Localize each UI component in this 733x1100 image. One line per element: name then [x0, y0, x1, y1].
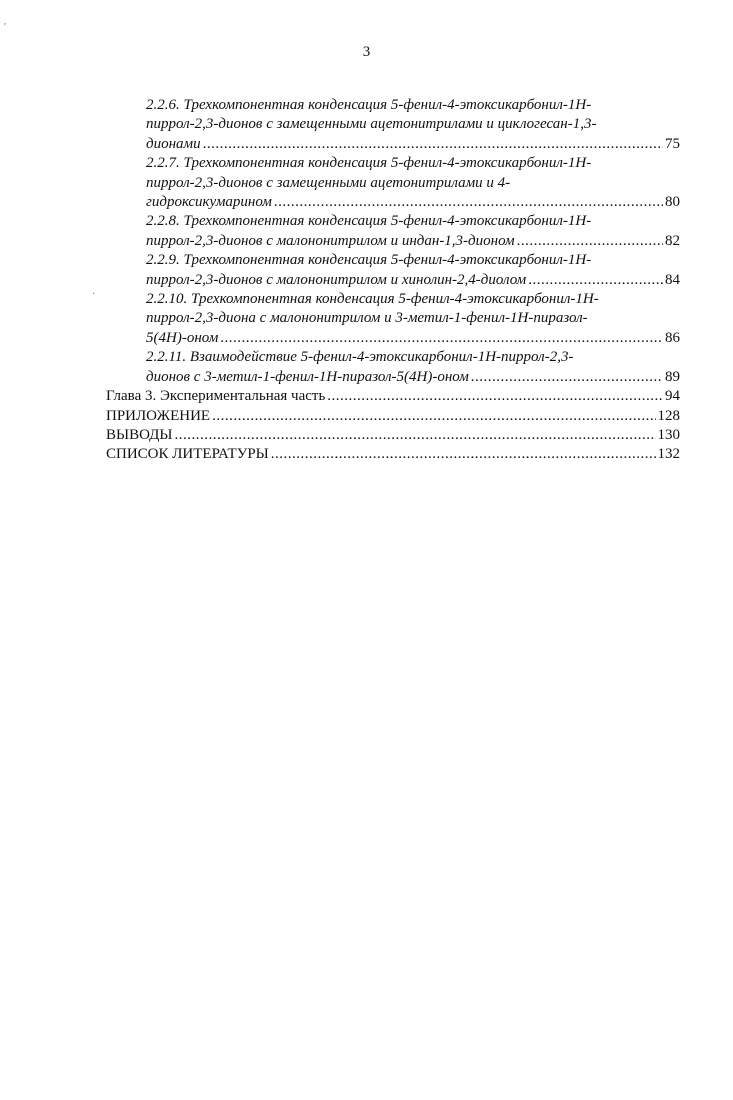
dot-leader	[220, 329, 663, 348]
toc-entry-2-2-8[interactable]	[106, 212, 680, 251]
toc-page-number: 82	[665, 232, 680, 249]
toc-page-number: 86	[665, 329, 680, 346]
page-number: 3	[362, 44, 371, 60]
toc-entry-title-end: дионами	[146, 135, 201, 152]
toc-entry-title: ПРИЛОЖЕНИЕ	[106, 407, 211, 424]
toc-entry-title: 2.2.10. Трехкомпонентная конденсация 5-фенил-4-этоксикарбонил-1Н- пиррол-2,3-диона с малононитрилом и 3-метил-1-фенил-1Н-пиразол-	[146, 291, 599, 327]
toc-entry-title: 2.2.11. Взаимодействие 5-фенил-4-этоксикарбонил-1Н-пиррол-2,3-	[146, 349, 574, 366]
toc-entry-title: 2.2.8. Трехкомпонентная конденсация 5-фенил-4-этоксикарбонил-1Н-	[146, 213, 592, 230]
toc-entry-title: 2.2.9. Трехкомпонентная конденсация 5-фенил-4-этоксикарбонил-1Н-	[146, 252, 592, 269]
dot-leader	[212, 407, 655, 426]
toc-page-number: 80	[665, 194, 680, 211]
toc-entry-references[interactable]	[106, 445, 680, 464]
toc-entry-appendix[interactable]	[106, 407, 680, 426]
toc-page-number: 89	[665, 368, 680, 385]
scan-speck: ·	[92, 289, 96, 300]
toc-entry-2-2-10[interactable]	[106, 290, 680, 348]
dot-leader	[528, 271, 663, 290]
toc-entry-title-end: гидроксикумарином	[146, 194, 272, 211]
toc-page-number: 130	[657, 426, 680, 443]
toc-entry-title: 2.2.6. Трехкомпонентная конденсация 5-фенил-4-этоксикарбонил-1Н- пиррол-2,3-дионов с замещенными ацетонитрилами и циклогесан-1,3-	[146, 97, 597, 133]
toc-entry-2-2-11[interactable]	[106, 348, 680, 387]
toc-entry-2-2-6[interactable]	[106, 96, 680, 154]
toc-entry-title: СПИСОК ЛИТЕРАТУРЫ	[106, 446, 269, 463]
dot-leader	[175, 426, 656, 445]
toc-entry-2-2-7[interactable]	[106, 154, 680, 212]
toc-page-number: 128	[657, 407, 680, 424]
toc-entry-chapter-3[interactable]	[106, 387, 680, 406]
dot-leader	[271, 445, 656, 464]
toc-entry-title: ВЫВОДЫ	[106, 426, 173, 443]
dot-leader	[203, 135, 663, 154]
toc-entry-conclusions[interactable]	[106, 426, 680, 445]
dot-leader	[274, 193, 663, 212]
toc-page-number: 75	[665, 135, 680, 152]
toc-page-number: 132	[657, 446, 680, 463]
dot-leader	[471, 368, 663, 387]
toc-page-number: 84	[665, 271, 680, 288]
toc-entry-title-end: дионов с 3-метил-1-фенил-1Н-пиразол-5(4Н)-оном	[146, 368, 469, 385]
dot-leader	[517, 232, 663, 251]
toc-entry-2-2-9[interactable]	[106, 251, 680, 290]
table-of-contents	[106, 96, 680, 465]
toc-page-number: 94	[665, 388, 680, 405]
toc-entry-title-end: пиррол-2,3-дионов с малононитрилом и индан-1,3-дионом	[146, 232, 515, 249]
toc-entry-title-end: 5(4Н)-оном	[146, 329, 219, 346]
toc-entry-title: 2.2.7. Трехкомпонентная конденсация 5-фенил-4-этоксикарбонил-1Н- пиррол-2,3-дионов с замещенными ацетонитрилами и 4-	[146, 155, 592, 191]
dot-leader	[327, 387, 663, 406]
toc-entry-title-end: пиррол-2,3-дионов с малононитрилом и хинолин-2,4-диолом	[146, 271, 527, 288]
scan-speck: ′	[4, 22, 7, 33]
toc-entry-title: Глава 3. Экспериментальная часть	[106, 388, 326, 405]
